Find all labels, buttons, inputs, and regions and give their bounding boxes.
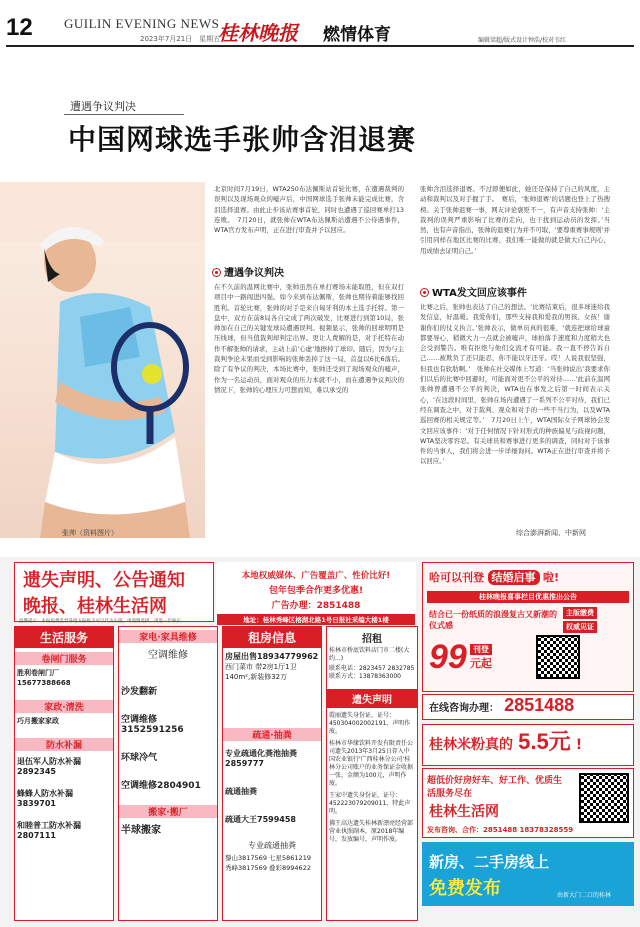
ad-life-line1: 超低价好房好车、好工作、优质生活服务尽在 [427, 776, 563, 799]
ad-wedding-title: 哈可以刊登 结婚启事 啦! [429, 571, 560, 584]
ad-wedding-desc: 结合已一份纸质的浪漫复古又新潮的仪式感 [429, 610, 557, 630]
ad-recruit-title: 招租 [362, 634, 382, 645]
ad-hotline-number: 2851488 [504, 695, 575, 715]
ad-hotline-label: 在线咨询办理： [429, 703, 499, 714]
ad-appliance-line: 环球冷气 [121, 753, 158, 763]
editors-credit: 编辑梁超/版式设计钟浩/校对韦红 [478, 37, 567, 44]
ad-lost-subtitle: 晚报、桂林生活网 [23, 596, 167, 617]
ad-wedding-price-unit: 元起 [469, 656, 492, 670]
ad-housing-note: 由新大门二口的桂林 [557, 892, 612, 899]
subhead-dispute: 遭遇争议判决 [212, 264, 284, 279]
ad-housing-sub: 免费发布 [429, 878, 501, 899]
qr-code-icon [579, 773, 629, 823]
ad-banner [216, 562, 416, 622]
page-number: 12 [6, 14, 33, 41]
ad-life-line: 退伍军人防水补漏2892345 [17, 757, 81, 776]
ad-loss-item: 王家中遗失身份证，证号：452223079209011，特此声明。 [329, 792, 411, 815]
ad-wedding-price-tag: 刊登 [470, 644, 492, 655]
article-headline: 中国网球选手张帅含泪退赛 [68, 123, 417, 156]
ad-appliance-line: 沙发翻新 [121, 687, 158, 697]
ad-wedding-bar: 桂林晚报喜事栏目优惠推出公告 [427, 591, 629, 603]
photo-caption: 张帅（资料图片） [62, 529, 118, 537]
ad-rental-line: 房屋出售18934779962 [225, 652, 319, 661]
circle-bullet-icon [212, 268, 221, 277]
ad-rental-line: 140m²,新装修32万 [225, 673, 288, 681]
ad-rice-text: 桂林米粉真的 [429, 737, 513, 753]
ad-life-service [14, 626, 114, 921]
ad-loss-item: 桂林市华缘饮料开发有限责任公司遗失2013年3月25日存入中国农业银行'广西桂林分公司'桂林分公司账户的业务保证金收据一张，金额为100元，声明作废。 [329, 740, 414, 787]
ad-wedding-price: 99 [429, 637, 467, 676]
ad-rice-end: ! [575, 737, 583, 753]
ad-appliance [118, 626, 218, 921]
paper-logo: 桂林晚报 [218, 21, 298, 45]
ad-life-cat3: 防水补漏 [15, 738, 113, 751]
player-photo [0, 182, 205, 538]
article-source: 综合澎湃新闻、中新网 [516, 529, 586, 537]
ad-movers-line: 专业疏通抽粪 [248, 841, 296, 850]
ad-life-line: 蜂蜂人防水补漏3839701 [17, 789, 73, 808]
ad-rental-title: 租房信息 [223, 627, 321, 648]
ad-wedding-tag2: 权威见证 [563, 621, 597, 633]
ad-rice-price: 5.5元 [518, 729, 571, 754]
article-kicker: 遭遇争议判决 [70, 100, 136, 113]
ad-movers-line: 半球搬家 [121, 825, 161, 836]
ad-cleaning-line: 疏通抽粪 [225, 787, 257, 796]
ad-life-cat2: 家政·清洗 [15, 700, 113, 713]
ad-banner-address: 地址：桂林秀峰区榕湖北路1号日报社采编大楼1楼 [217, 614, 415, 625]
ad-lost-footer: 温馨提示：本报免费监督各地方报纸不可以代为实施，请谨慎选择，请进一步核实 [19, 619, 181, 624]
masthead-rule [6, 45, 634, 47]
ad-life-line: 和睦普工防水补漏2807111 [17, 821, 81, 840]
ad-lost-title: 遗失声明、公告通知 [23, 570, 185, 591]
ad-notices [326, 626, 418, 921]
ad-life-line: 巧月搬家家政 [17, 717, 59, 725]
ad-cleaning-title: 疏通·抽粪 [223, 728, 321, 741]
ad-loss-item: 霞丽遗失身份证，证号：450304002002191，声明作废。 [329, 712, 411, 735]
ad-movers-title: 搬家·搬厂 [119, 805, 217, 818]
ad-loss-item: 佛王高达遗失桂林新漂亮经营部营业执照副本，原2018年编号，发放编号，声明作废。 [329, 820, 414, 843]
ad-life-line: 胜利卷闸门厂15677388668 [17, 669, 71, 687]
article-body-col1: 在不久前的温网比赛中，张帅虽然在单打赛场未能取胜，但在双打项目中一路闯进四强。如今来到布达佩斯，张帅也期待着能够找回胜利。首轮比赛，张帅的对手是来自匈牙利的本土选手托特。第一盘中，双方在前8局各自完成了两次破发，比赛进行到第10局，张帅加在自己的关键发球局遭遇误判。视频显示，张帅的回球明明是压线球，但当值裁判却判定出界。更让人费解的是，对手托特在动作不解张帅的请求，主动上前‘心虚’地擦掉了球印。随后，因为与主裁判争论未果而受到影响的张帅丢掉了这一局，首盘以6比6落后。除了有争议的判决，本场比赛中，张帅还受到了现场观众的嘘声，作为一名运动员，面对观众的压力本就不小，而在遭遇争议判决的情况下，张帅的心理压力可想而知，难以承受的 [214, 283, 404, 394]
ad-life-contact: 发布咨询、合作：2851488 18378328559 [427, 826, 574, 834]
ad-life-line2: 桂林生活网 [429, 804, 499, 820]
ad-appliance-title: 家电·家具维修 [119, 630, 217, 643]
ad-appliance-line: 空调维修3152591256 [121, 715, 184, 735]
ad-life-service-title: 生活服务 [15, 627, 113, 648]
subhead-wta: WTA发文回应该事件 [420, 284, 527, 299]
issue-date: 2023年7月21日 星期五 [140, 35, 221, 43]
ad-wedding-tag1: 主版缴费 [563, 607, 597, 619]
ad-recruit-line: 桂林市桥底饮料店门市二楼(大约...) [329, 647, 410, 662]
circle-bullet-icon [420, 288, 429, 297]
ad-movers-line: 黎山3817569 七星5861219 [225, 854, 311, 862]
ad-banner-line2: 包年包季合作更多优惠! [268, 586, 364, 596]
ad-cleaning-line: 疏通大王7599458 [225, 815, 296, 824]
ad-appliance-line: 空调维修 [148, 650, 188, 661]
ad-banner-line1: 本地权威媒体、广告覆盖广、性价比好! [241, 571, 391, 581]
ad-life-cat1: 卷闸门服务 [15, 652, 113, 665]
article-body-col2b: 比赛之后，张帅也表达了自己的想法。‘比赛结束后，很多球迷给我发信息，好温暖。我爱你们，那些支持我和爱我的男孩、女孩！谢谢你们的仗义执言。’张帅表示，做单员真的很难，‘就连把球给球童都要导心，稍微大力一点就会被嘘声，球拍落手速度和力度稍大也会受到警告。唯有拒绝与他们交流才有可能。我一直不停告诉自己……被欺负了还只能忍，你不能以牙还牙。哎！人说我很坚强，但我也有软肋啊。’ 张帅在社交媒体上写道：‘当张帅说出’我要求你们以后的比赛中回避时，可能面对更不公平的对待……’此前在温网张帅曾遭遇不公平的判决，WTA也在事发之后第一时间表示关心，‘在这段时间里，张帅在场内遭遇了一系列不公平对待，我们已经在调查之中，对于裁判、观众和对手的一些不当行为，以及WTA巡回赛的相关规定等。’ 7月20日上午，WTA国际女子网球协会发文回应该事件：‘对于任何情况下针对形式的种族偏见与歧视问题，WTA坚决零容忍。有关球员和赛事进行更多的调查，同时对于该事件的当事人，我们将会进一步详细询问。WTA正在进行审查并将予以回应。’ [420, 303, 610, 466]
paper-name-en: GUILIN EVENING NEWS [64, 16, 220, 31]
ad-recruit-line: 联系电话：2823457 2832785 [329, 665, 415, 672]
ad-recruit-line: 联系方式：13878363000 [329, 673, 401, 680]
ad-hotline [422, 694, 634, 720]
ad-rental-line: 西门菜市 带2房1厅1卫 [225, 663, 297, 671]
ad-banner-phone: 广告办理：2851488 [271, 601, 361, 611]
article-lead: 北京时间7月19日，WTA250布达佩斯站首轮比赛，在遭遇裁判的误判以及现场观众的嘘声后，中国网球选手张帅未能完成比赛，含泪选择退赛。由此止步该站赛事首轮，同时也遭遇了巡回赛单打13连败。 7月20日，就张帅在WTA布达佩斯站遭遇不公待遇事件，WTA官方发布声明，正在进行审查并予以回应。 [214, 185, 404, 235]
article-body-col2: 张帅含泪选择退赛。不过即便如此，她还是保持了自己的风度，主动和裁判以及对手握了手。 赛后，‘张帅退赛’的话题也登上了热搜榜。关于张帅退赛一事，网友评论褒贬不一，有声音支持张帅：‘主裁判的误判严重影响了比赛的走向，也干扰到运动员的发挥。’当然，也有声音指出，张帅的退赛行为并不可取，‘要尊重赛事规则’并引用同样在地区比赛的比赛，我们唯一能做的就是做大自己内心，用成绩去证明自己。’ [420, 185, 610, 255]
ad-wedding [422, 562, 634, 692]
ad-rental [222, 626, 322, 921]
ad-rice-noodle [422, 724, 634, 766]
ad-cleaning-line: 专业疏通化粪池抽粪2859777 [225, 749, 297, 768]
kicker-rule [64, 114, 184, 115]
ad-movers-line: 秀峰3817569 叠彩8994622 [225, 864, 311, 872]
section-title: 燃情体育 [323, 25, 391, 45]
ad-housing [422, 842, 634, 906]
ad-lost-notice [14, 562, 214, 622]
ad-appliance-line: 空调维修2804901 [121, 781, 201, 791]
ad-housing-title: 新房、二手房线上 [429, 853, 550, 871]
qr-code-icon [536, 635, 580, 679]
ad-loss-title: 遗失声明 [327, 689, 417, 708]
ad-life-site [422, 768, 634, 838]
